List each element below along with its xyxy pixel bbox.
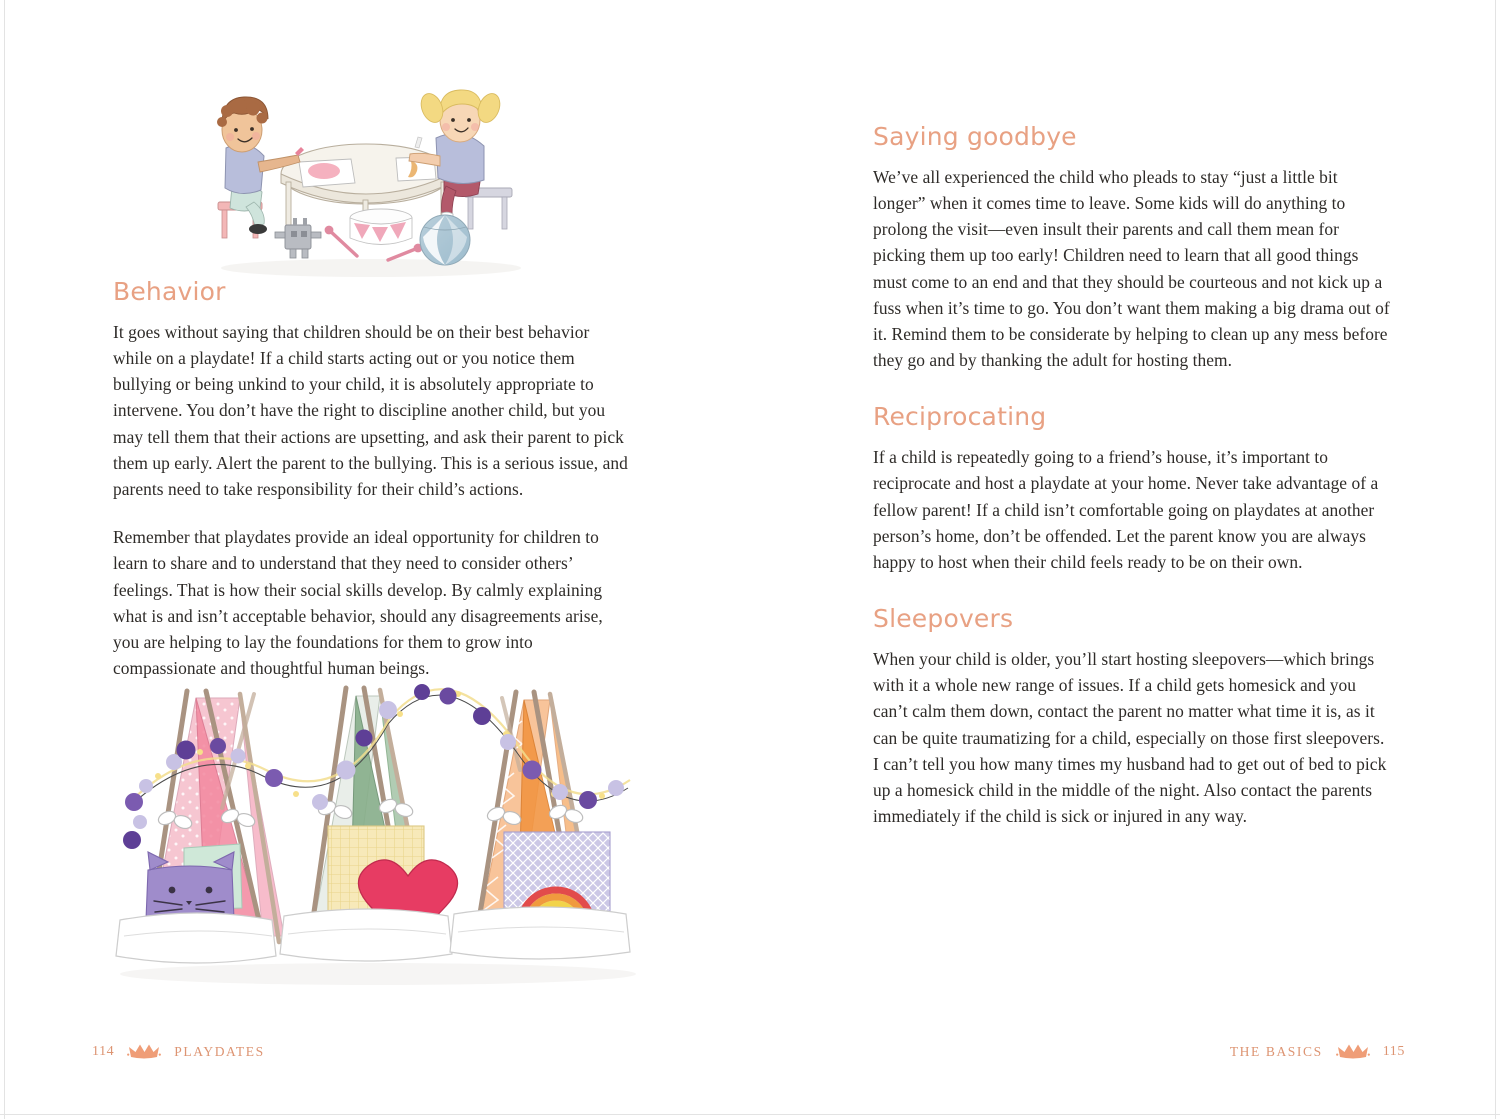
heading-reciprocating: Reciprocating bbox=[873, 402, 1047, 432]
right-page-text-column bbox=[873, 123, 1390, 829]
sleepover-tents-illustration bbox=[88, 658, 654, 994]
footer-label-left: PLAYDATES bbox=[174, 1044, 265, 1059]
robot-toy-icon bbox=[275, 218, 321, 258]
paragraph-behavior-1: It goes without saying that children should be on their best behavior while on a playdate! If a child starts acting out or you notice them bullying or being unkind to your child, it is absolutely appropriate to intervene. You don’t have the right to discipline another child, but you may tell them that their actions are upsetting, and ask their parent to pick them up early. Alert the parent to the bullying. This is a serious issue, and parents need to take responsibility for their child’s actions. bbox=[113, 321, 628, 499]
left-page-text-column bbox=[113, 278, 630, 681]
paragraph-reciprocating-1: If a child is repeatedly going to a friend’s house, it’s important to reciprocate and host a playdate at your home. Never take advantage of a fellow parent! If a child isn’t comfortable going on playdates at another person’s home, don’t be offended. Let the parent know you are always happy to host when their child feels ready to be on their own. bbox=[873, 447, 1379, 572]
crown-icon bbox=[1336, 1042, 1370, 1062]
footer-label-right: THE BASICS bbox=[1229, 1044, 1323, 1059]
drum-toy-icon bbox=[350, 209, 412, 245]
heading-behavior: Behavior bbox=[113, 277, 226, 306]
tent-green bbox=[280, 688, 458, 961]
section-saying-goodbye bbox=[873, 123, 1390, 373]
page-right bbox=[750, 0, 1500, 1119]
paragraph-saying-goodbye-1: We’ve all experienced the child who pleads to stay “just a little bit longer” when it comes time to leave. Some kids will do anything to prolong the visit—even insult their parents and call them mean for picking them up too early! Children need to learn that all good things must come to an end and that they should be courteous and not kick up a fuss when it’s time to go. You don’t want them making a big drama out of it. Remind them to be considerate by helping to clean up any mess before they go and by thanking the adult for hosting them. bbox=[873, 166, 1390, 371]
paragraph-behavior-2: Remember that playdates provide an ideal opportunity for children to learn to share and to understand that they need to consider others’ feelings. That is how their social skills develop. By calmly explaining what is and isn’t acceptable behavior, should any disagreements arise, you are helping to lay the foundations for them to grow into compassionate and thoughtful human beings. bbox=[113, 527, 603, 679]
paragraph-sleepovers-1: When your child is older, you’ll start hosting sleepovers—which brings with it a whole new range of issues. If a child gets homesick and you can’t calm them down, contact the parent no matter what time it is, as it can be quite traumatizing for a child, especially on those first sleepovers. I can’t tell you how many times my husband had to get out of bed to pick up a homesick child in the middle of the night. Also contact the parents immediately if the child is sick or injured in any way. bbox=[873, 648, 1387, 827]
tent-orange bbox=[450, 692, 630, 959]
heading-sleepovers: Sleepovers bbox=[873, 604, 1014, 634]
heading-saying-goodbye: Saying goodbye bbox=[873, 122, 1077, 151]
children-drawing-at-table-illustration bbox=[196, 82, 536, 282]
section-reciprocating bbox=[873, 403, 1390, 575]
footer-right bbox=[1230, 1042, 1405, 1062]
section-behavior bbox=[113, 278, 630, 681]
crown-icon bbox=[127, 1042, 161, 1062]
page-number-left: 114 bbox=[92, 1044, 115, 1059]
footer-left bbox=[92, 1042, 265, 1062]
page-number-right: 115 bbox=[1382, 1044, 1405, 1059]
section-sleepovers bbox=[873, 605, 1390, 829]
beach-ball-icon bbox=[420, 215, 470, 265]
